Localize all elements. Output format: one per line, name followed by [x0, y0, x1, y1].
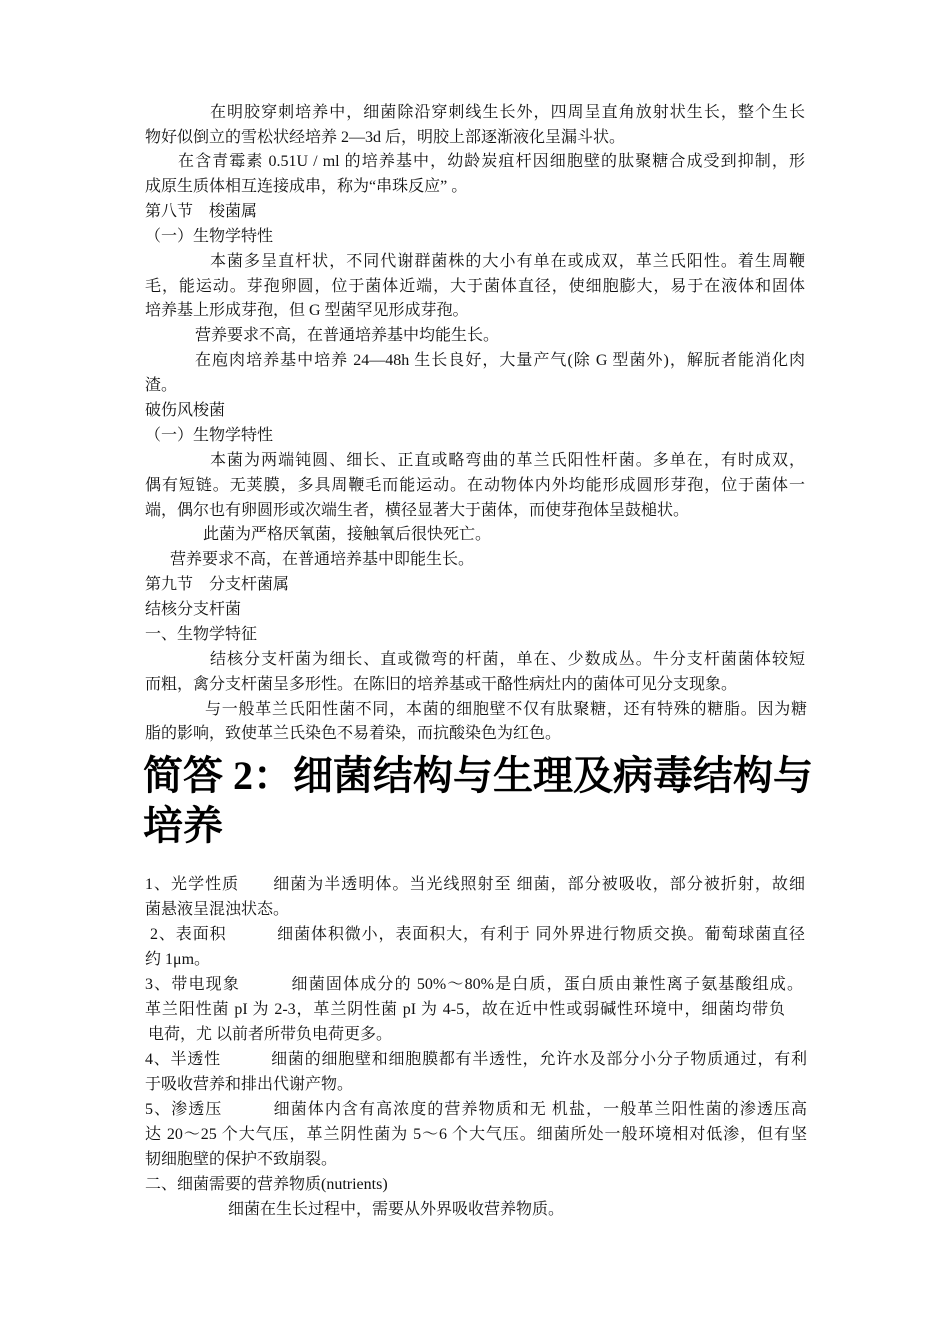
paragraph-line: 于吸收营养和排出代谢产物。: [145, 1076, 354, 1093]
paragraph-line: 1、光学性质 细菌为半透明体。当光线照射至 细菌，部分被吸收，部分被折射，故细: [145, 876, 805, 893]
subsection-heading: （一）生物学特性: [145, 228, 274, 245]
document-title: 简答 2：细菌结构与生理及病毒结构与: [143, 753, 813, 798]
paragraph-line: 此菌为严格厌氧菌，接触氧后很快死亡。: [203, 526, 492, 543]
paragraph-line: 物好似倒立的雪松状经培养 2—3d 后，明胶上部逐渐液化呈漏斗状。: [145, 129, 626, 146]
paragraph-line: 在庖肉培养基中培养 24—48h 生长良好，大量产气(除 G 型菌外)，解朊者能消化肉: [195, 352, 805, 369]
paragraph-line: 毛，能运动。芽孢卵圆，位于菌体近端，大于菌体直径，使细胞膨大，易于在液体和固体: [145, 278, 805, 295]
paragraph-line: 5、渗透压 细菌体内含有高浓度的营养物质和无 机盐，一般革兰阳性菌的渗透压高: [145, 1101, 807, 1118]
paragraph-line: 成原生质体相互连接成串，称为“串珠反应” 。: [145, 178, 468, 195]
section-heading: 第九节 分支杆菌属: [145, 576, 290, 593]
paragraph-line: 端，偶尔也有卵圆形或次端生者，横径显著大于菌体，而使芽孢体呈鼓槌状。: [145, 502, 690, 519]
section-heading: 第八节 梭菌属: [145, 203, 258, 220]
paragraph-line: 4、半透性 细菌的细胞壁和细胞膜都有半透性，允许水及部分小分子物质通过，有利: [145, 1051, 807, 1068]
section-heading: 结核分支杆菌: [145, 601, 242, 618]
paragraph-line: 本菌多呈直杆状，不同代谢群菌株的大小有单在或成双，革兰氏阳性。着生周鞭: [210, 253, 805, 270]
paragraph-line: 脂的影响，致使革兰氏染色不易着染，而抗酸染色为红色。: [145, 725, 562, 742]
paragraph-line: 韧细胞壁的保护不致崩裂。: [145, 1151, 338, 1168]
paragraph-line: 偶有短链。无荚膜，多具周鞭毛而能运动。在动物体内外均能形成圆形芽孢，位于菌体一: [145, 477, 805, 494]
subsection-heading: 二、细菌需要的营养物质(nutrients): [145, 1176, 388, 1193]
paragraph-line: 本菌为两端钝圆、细长、正直或略弯曲的革兰氏阳性杆菌。多单在，有时成双，: [210, 452, 805, 469]
paragraph-line: 结核分支杆菌为细长、直或微弯的杆菌，单在、少数成丛。牛分支杆菌菌体较短: [210, 651, 805, 668]
paragraph-line: 营养要求不高，在普通培养基中均能生长。: [195, 327, 500, 344]
paragraph-line: 在明胶穿刺培养中，细菌除沿穿刺线生长外，四周呈直角放射状生长，整个生长: [210, 104, 805, 121]
paragraph-line: 在含青霉素 0.51U / ml 的培养基中，幼龄炭疽杆因细胞壁的肽聚糖合成受到抑制，形: [178, 153, 805, 170]
paragraph-line: 电荷，尤 以前者所带负电荷更多。: [148, 1026, 393, 1043]
subsection-heading: （一）生物学特性: [145, 427, 274, 444]
paragraph-line: 渣。: [145, 377, 178, 394]
section-heading: 破伤风梭菌: [145, 402, 226, 419]
paragraph-line: 菌悬液呈混浊状态。: [145, 901, 290, 918]
paragraph-line: 2、表面积 细菌体积微小，表面积大，有利于 同外界进行物质交换。葡萄球菌直径: [150, 926, 805, 943]
paragraph-line: 培养基上形成芽孢，但 G 型菌罕见形成芽孢。: [145, 302, 469, 319]
paragraph-line: 而粗，禽分支杆菌呈多形性。在陈旧的培养基或干酪性病灶内的菌体可见分支现象。: [145, 676, 738, 693]
paragraph-line: 达 20～25 个大气压，革兰阴性菌为 5～6 个大气压。细菌所处一般环境相对低渗，但有坚: [145, 1126, 807, 1143]
paragraph-line: 革兰阳性菌 pI 为 2-3，革兰阴性菌 pI 为 4-5，故在近中性或弱碱性环境中，细菌均带负: [145, 1001, 785, 1018]
paragraph-line: 细菌在生长过程中，需要从外界吸收营养物质。: [228, 1201, 565, 1218]
paragraph-line: 与一般革兰氏阳性菌不同，本菌的细胞壁不仅有肽聚糖，还有特殊的糖脂。因为糖: [205, 701, 807, 718]
paragraph-line: 营养要求不高，在普通培养基中即能生长。: [170, 551, 475, 568]
document-title-continued: 培养: [143, 803, 223, 848]
paragraph-line: 约 1μm。: [145, 951, 211, 968]
paragraph-line: 3、带电现象 细菌固体成分的 50%～80%是白质，蛋白质由兼性离子氨基酸组成。: [145, 976, 803, 993]
subsection-heading: 一、生物学特征: [145, 626, 258, 643]
